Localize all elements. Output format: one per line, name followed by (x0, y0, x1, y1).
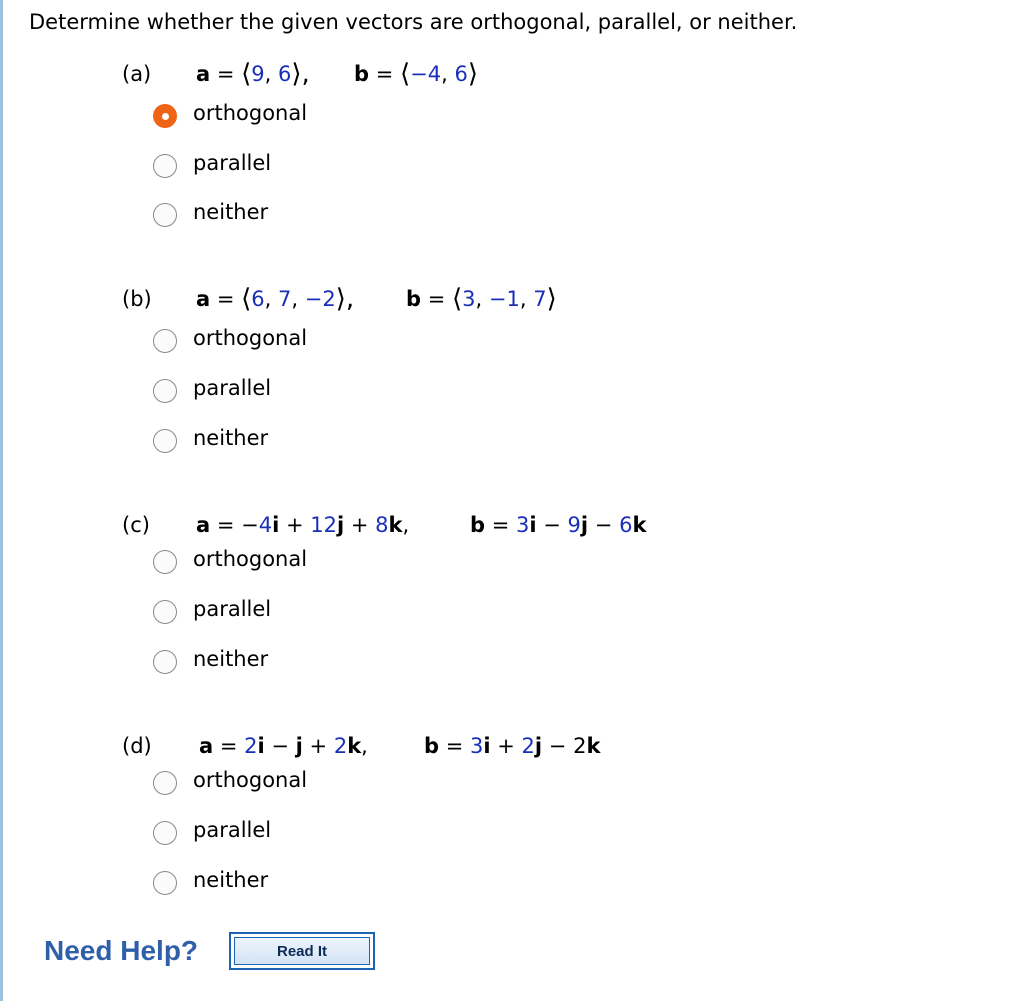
option-label: parallel (193, 376, 272, 400)
part-label: (c) (122, 513, 150, 537)
option-label: parallel (193, 597, 272, 621)
option-label: parallel (193, 151, 272, 175)
left-border (0, 0, 3, 1001)
option-label: parallel (193, 818, 272, 842)
radio-button[interactable] (153, 329, 177, 353)
radio-button[interactable] (153, 650, 177, 674)
vector-a: a = ⟨6, 7, −2⟩, (196, 284, 355, 314)
read-it-button-label: Read It (234, 937, 370, 965)
option-parallel-b[interactable] (153, 376, 453, 409)
option-parallel-d[interactable] (153, 818, 453, 851)
option-orthogonal-b[interactable] (153, 326, 453, 359)
radio-button[interactable] (153, 154, 177, 178)
vector-b: b = 3i + 2j − 2k (424, 734, 601, 758)
option-label: orthogonal (193, 768, 308, 792)
option-label: orthogonal (193, 326, 308, 350)
radio-button[interactable] (153, 203, 177, 227)
part-label: (a) (122, 62, 152, 86)
option-neither-c[interactable] (153, 647, 453, 680)
option-orthogonal-d[interactable] (153, 768, 453, 801)
option-label: neither (193, 200, 269, 224)
vector-a: a = 2i − j + 2k, (199, 734, 368, 758)
radio-button[interactable] (153, 771, 177, 795)
vector-b: b = ⟨−4, 6⟩ (354, 59, 479, 89)
vector-b: b = 3i − 9j − 6k (470, 513, 647, 537)
vector-a: a = −4i + 12j + 8k, (196, 513, 410, 537)
radio-button[interactable] (153, 550, 177, 574)
option-label: neither (193, 647, 269, 671)
radio-button[interactable] (153, 429, 177, 453)
radio-button[interactable] (153, 821, 177, 845)
part-label: (d) (122, 734, 152, 758)
need-help-label: Need Help? (44, 935, 199, 966)
option-orthogonal-c[interactable] (153, 547, 453, 580)
part-label: (b) (122, 287, 152, 311)
option-label: neither (193, 868, 269, 892)
option-label: orthogonal (193, 101, 308, 125)
vector-a: a = ⟨9, 6⟩, (196, 59, 310, 89)
read-it-button[interactable] (229, 932, 375, 970)
option-label: orthogonal (193, 547, 308, 571)
option-neither-a[interactable] (153, 200, 453, 233)
option-parallel-a[interactable] (153, 151, 453, 184)
vector-b: b = ⟨3, −1, 7⟩ (406, 284, 557, 314)
question-prompt: Determine whether the given vectors are orthogonal, parallel, or neither. (29, 10, 798, 34)
option-neither-d[interactable] (153, 868, 453, 901)
option-neither-b[interactable] (153, 426, 453, 459)
radio-button[interactable] (153, 600, 177, 624)
option-orthogonal-a[interactable] (153, 101, 453, 134)
option-parallel-c[interactable] (153, 597, 453, 630)
radio-button[interactable] (153, 871, 177, 895)
radio-button-selected[interactable] (153, 104, 177, 128)
option-label: neither (193, 426, 269, 450)
radio-button[interactable] (153, 379, 177, 403)
